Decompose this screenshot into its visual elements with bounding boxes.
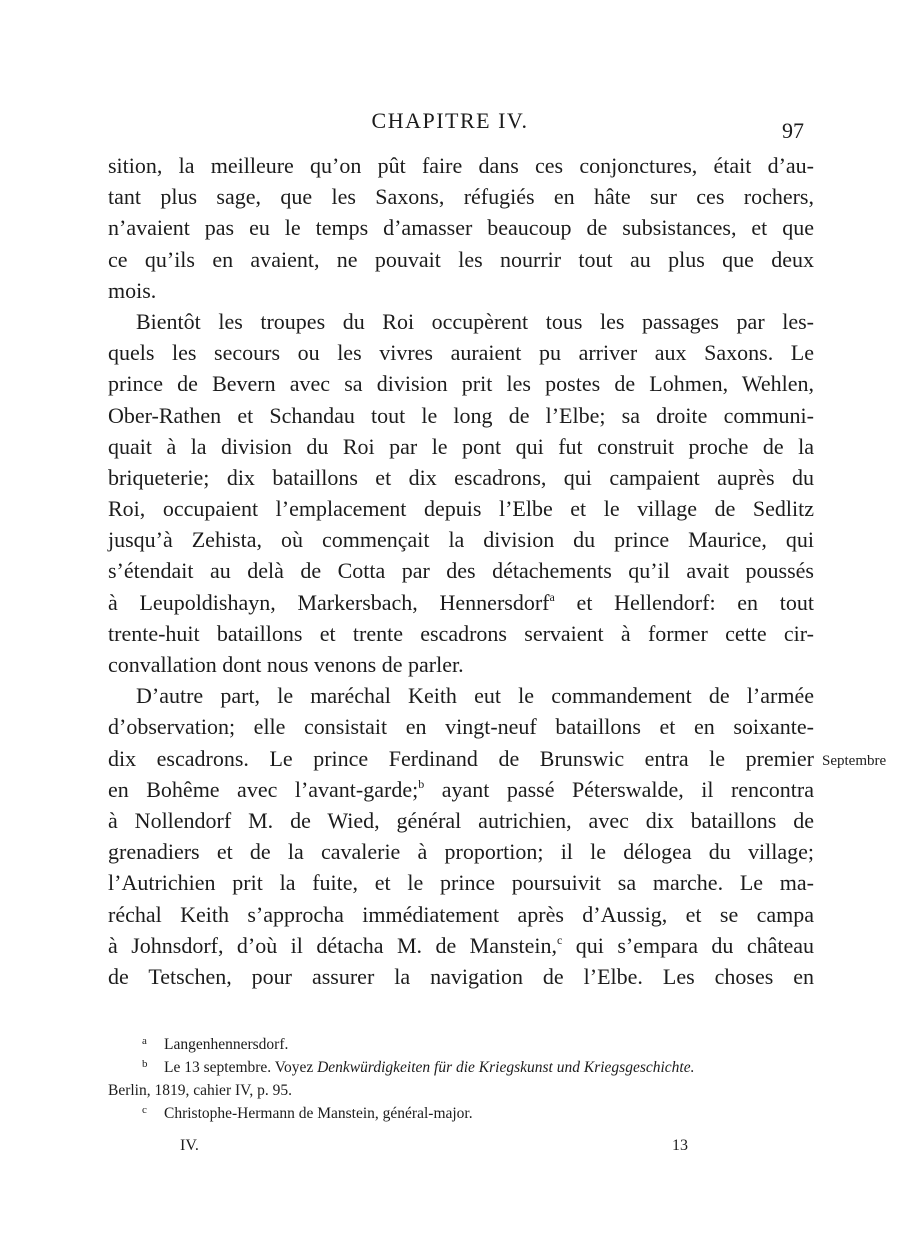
text-line: Roi, occupaient l’emplacement depuis l’Elbe et le village de Sedlitz bbox=[108, 496, 814, 522]
footnote-text: Le 13 septembre. Voyez bbox=[164, 1059, 318, 1076]
page-footer bbox=[0, 1137, 900, 1161]
text-line: D’autre part, le maréchal Keith eut le commandement de l’armée bbox=[136, 683, 814, 709]
text-line: Bientôt les troupes du Roi occupèrent tous les passages par les- bbox=[136, 308, 814, 334]
text-line: quels les secours ou les vivres auraient pu arriver aux Saxons. Le bbox=[108, 340, 814, 366]
text-line: quait à la division du Roi par le pont qui fut construit proche de la bbox=[108, 433, 814, 459]
text-line: mois. bbox=[108, 277, 157, 303]
text-line: d’observation; elle consistait en vingt-neuf bataillons et en soixante- bbox=[108, 714, 814, 740]
text-line: s’étendait au delà de Cotta par des détachements qu’il avait poussés bbox=[108, 558, 814, 584]
text-segment: en Bohême avec l’avant-garde; bbox=[108, 776, 419, 802]
footnote-text: Berlin, 1819, cahier IV, p. 95. bbox=[108, 1082, 292, 1099]
text-line: l’Autrichien prit la fuite, et le prince poursuivit sa marche. Le ma- bbox=[108, 870, 814, 896]
text-line: dix escadrons. Le prince Ferdinand de Brunswic entra le premier bbox=[108, 745, 814, 771]
signature-mark: 13 bbox=[672, 1137, 688, 1154]
footnote-ref-b[interactable]: b bbox=[418, 776, 425, 791]
text-line: tant plus sage, que les Saxons, réfugiés en hâte sur ces rochers, bbox=[108, 184, 814, 210]
text-segment: qui s’empara du château bbox=[562, 932, 815, 958]
text-segment: ayant passé Péterswalde, il rencontra bbox=[424, 776, 814, 802]
footnote-text: Christophe-Hermann de Manstein, général-major. bbox=[164, 1105, 473, 1122]
running-head bbox=[0, 108, 900, 143]
text-line: grenadiers et de la cavalerie à proportion; il le délogea du village; bbox=[108, 839, 814, 865]
text-segment: à Johnsdorf, d’où il détacha M. de Manstein, bbox=[108, 932, 558, 958]
footnote-ref-a[interactable]: a bbox=[549, 589, 555, 604]
chapter-title: CHAPITRE IV. bbox=[371, 108, 529, 133]
text-line: réchal Keith s’approcha immédiatement après d’Aussig, et se campa bbox=[108, 901, 814, 927]
text-line: prince de Bevern avec sa division prit les postes de Lohmen, Wehlen, bbox=[108, 371, 814, 397]
margin-note-date: Septembre bbox=[822, 753, 887, 769]
text-line: convallation dont nous venons de parler. bbox=[108, 652, 464, 677]
text-line: sition, la meilleure qu’on pût faire dans ces conjonctures, était d’au- bbox=[108, 153, 814, 178]
footnote-mark: b bbox=[142, 1058, 148, 1070]
body-text bbox=[108, 150, 814, 992]
footnote-ref-c[interactable]: c bbox=[557, 932, 563, 947]
footnote-text: Langenhennersdorf. bbox=[164, 1036, 289, 1053]
footnotes bbox=[108, 1033, 820, 1125]
text-line: briqueterie; dix bataillons et dix escadrons, qui campaient auprès du bbox=[108, 464, 814, 490]
text-line: à Nollendorf M. de Wied, général autrichien, avec dix bataillons de bbox=[108, 807, 814, 833]
text-line bbox=[108, 587, 814, 618]
text-line: trente-huit bataillons et trente escadrons servaient à former cette cir- bbox=[108, 620, 814, 646]
footnote-c bbox=[108, 1102, 820, 1125]
volume-number: IV. bbox=[180, 1137, 199, 1154]
text-line: n’avaient pas eu le temps d’amasser beaucoup de subsistances, et que bbox=[108, 215, 814, 241]
cited-work-title: Denkwürdigkeiten für die Kriegskunst und Kriegsgeschichte. bbox=[317, 1059, 695, 1076]
footnote-b bbox=[108, 1056, 820, 1102]
text-segment: à Leupoldishayn, Markersbach, Hennersdorf bbox=[108, 589, 550, 615]
text-line: ce qu’ils en avaient, ne pouvait les nourrir tout au plus que deux bbox=[108, 246, 814, 272]
footnote-mark: a bbox=[142, 1035, 147, 1047]
footnote-mark: c bbox=[142, 1104, 147, 1116]
text-segment: et Hellendorf: en tout bbox=[554, 589, 815, 615]
page-number: 97 bbox=[782, 118, 804, 143]
footnote-a bbox=[108, 1033, 820, 1056]
text-line bbox=[108, 930, 814, 961]
text-line: Ober-Rathen et Schandau tout le long de l’Elbe; sa droite communi- bbox=[108, 402, 814, 428]
text-line: jusqu’à Zehista, où commençait la division du prince Maurice, qui bbox=[108, 527, 814, 553]
text-line bbox=[108, 774, 814, 805]
text-line: de Tetschen, pour assurer la navigation de l’Elbe. Les choses en bbox=[108, 963, 814, 989]
